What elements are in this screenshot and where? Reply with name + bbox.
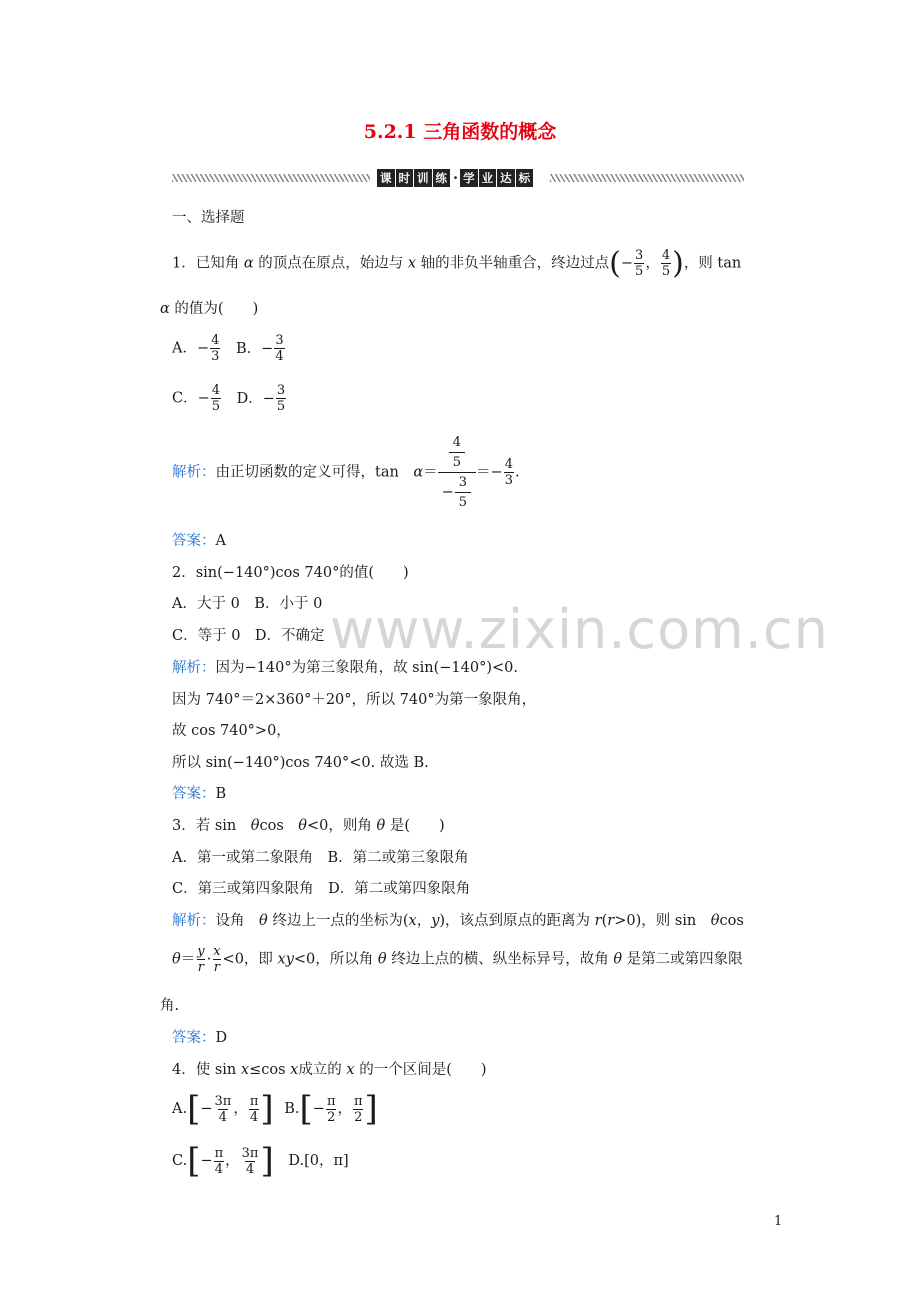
section-banner bbox=[172, 168, 744, 188]
fraction: $\frac{4}{3}$ bbox=[504, 457, 513, 488]
q2-analysis-4: 所以 sin(−140°)cos 740°<0. 故选 B. bbox=[172, 755, 429, 771]
banner-char: 学 bbox=[460, 169, 478, 187]
q2-analysis-1: 解析：因为−140°为第三象限角，故 sin(−140°)<0. bbox=[172, 660, 518, 676]
analysis-label: 解析： bbox=[172, 464, 216, 481]
q3-options-cd: C．第三或第四象限角 D．第二或第四象限角 bbox=[172, 881, 471, 897]
fraction: $\frac{4}{5}$ bbox=[211, 383, 221, 414]
q1-stem: 1．已知角 α 的顶点在原点，始边与 x 轴的非负半轴重合，终边过点(− $\frac{3}{5}$ ， $\frac{4}{5}$ )，则 tan bbox=[172, 245, 742, 281]
q1-stem-line2: α 的值为( ) bbox=[160, 301, 259, 317]
q3-analysis-2: θ＝ $\frac{y}{r}$ · $\frac{x}{r}$ <0，即 xy<0，所以角 θ 终边上点的横、纵坐标异号，故角 θ 是第二或第四象限 bbox=[172, 944, 743, 975]
banner-char: 训 bbox=[414, 169, 432, 187]
q4-options-cd: C.[− $\frac{\pi}{4}$ ， $\frac{3\pi}{4}$ ] D.[0，π] bbox=[172, 1141, 349, 1181]
q3-options-ab: A．第一或第二象限角 B．第二或第三象限角 bbox=[172, 850, 469, 866]
q2-analysis-3: 故 cos 740°>0， bbox=[172, 723, 291, 739]
q3-stem: 3．若 sin θcos θ<0，则角 θ 是( ) bbox=[172, 818, 445, 834]
watermark: www.zixin.com.cn bbox=[330, 598, 829, 661]
q4-options-ab: A.[− $\frac{3\pi}{4}$ ， $\frac{\pi}{4}$ ] B.[− $\frac{\pi}{2}$ ， $\frac{\pi}{2}$ ] bbox=[172, 1089, 378, 1129]
q3-analysis-1: 解析：设角 θ 终边上一点的坐标为(x，y)，该点到原点的距离为 r(r>0)，则 sin θcos bbox=[172, 913, 744, 929]
q2-stem: 2．sin(−140°)cos 740°的值( ) bbox=[172, 565, 409, 581]
q4-stem: 4．使 sin x≤cos x成立的 x 的一个区间是( ) bbox=[172, 1062, 487, 1078]
banner-hatch-left bbox=[172, 174, 370, 182]
banner-char: 标 bbox=[516, 169, 534, 187]
fraction: $\frac{3}{5}$ bbox=[276, 383, 286, 414]
fraction: $\frac{3}{4}$ bbox=[275, 333, 284, 364]
q3-analysis-3: 角. bbox=[160, 998, 180, 1014]
q1-options-cd: C．− $\frac{4}{5}$ D．− $\frac{3}{5}$ bbox=[172, 383, 286, 414]
q2-answer: 答案：B bbox=[172, 786, 227, 802]
fraction: $\frac{y}{r}$ bbox=[197, 944, 205, 975]
banner-dot: · bbox=[453, 169, 459, 187]
banner-char: 达 bbox=[497, 169, 515, 187]
compound-fraction: $\frac{4}{5}$ − $\frac{3}{5}$ bbox=[438, 435, 476, 510]
fraction: $\frac{4}{5}$ bbox=[661, 248, 671, 279]
page-title: 5.2.1 三角函数的概念 bbox=[363, 121, 557, 143]
banner-hatch-right bbox=[550, 174, 744, 182]
page-number: 1 bbox=[774, 1214, 783, 1229]
q1-answer: 答案：A bbox=[172, 533, 226, 549]
q1-analysis: 解析：由正切函数的定义可得，tan α＝ $\frac{4}{5}$ − $\frac{3}{5}$ ＝− $\frac{4}{3}$ . bbox=[172, 435, 520, 510]
q2-options-cd: C．等于 0 D．不确定 bbox=[172, 628, 325, 644]
banner-char: 练 bbox=[433, 169, 451, 187]
banner-char: 时 bbox=[396, 169, 414, 187]
fraction: $\frac{3}{5}$ bbox=[635, 248, 644, 279]
q2-analysis-2: 因为 740°＝2×360°＋20°，所以 740°为第一象限角， bbox=[172, 692, 537, 708]
banner-char: 课 bbox=[377, 169, 395, 187]
banner-badge bbox=[377, 168, 545, 188]
q1-options-ab: A．− $\frac{4}{3}$ B．− $\frac{3}{4}$ bbox=[172, 333, 284, 364]
q3-answer: 答案：D bbox=[172, 1030, 228, 1046]
section-heading: 一、选择题 bbox=[172, 210, 245, 226]
banner-char: 业 bbox=[479, 169, 497, 187]
q2-options-ab: A．大于 0 B．小于 0 bbox=[172, 596, 323, 612]
fraction: $\frac{4}{3}$ bbox=[211, 333, 220, 364]
fraction: $\frac{x}{r}$ bbox=[213, 944, 221, 975]
